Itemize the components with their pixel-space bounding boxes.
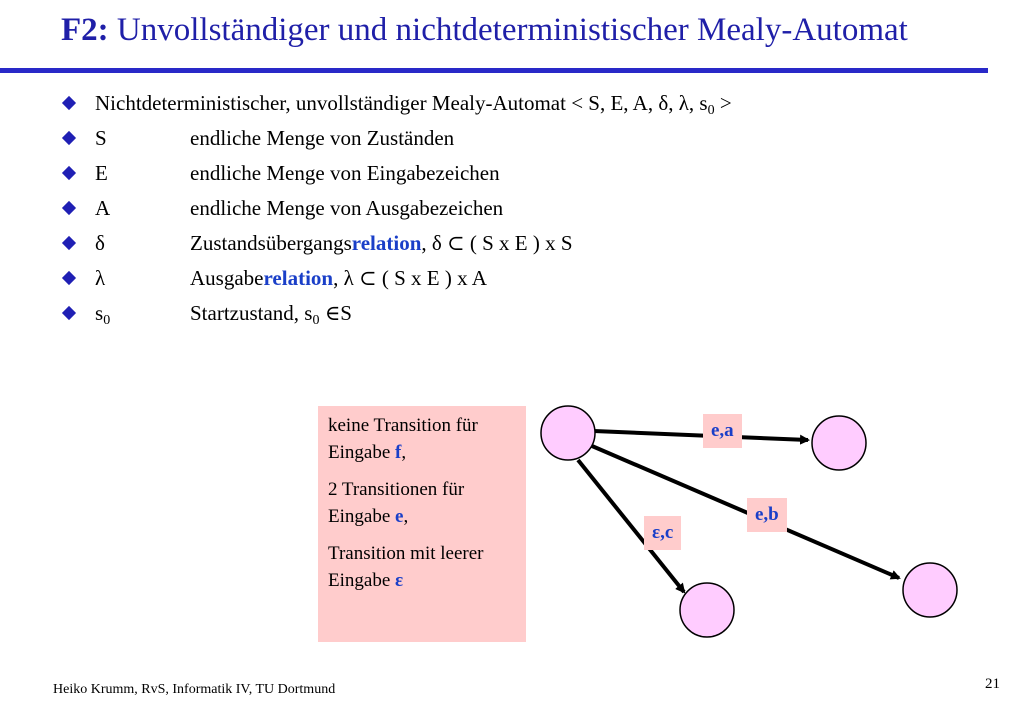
desc-e: endliche Menge von Eingabezeichen — [190, 161, 500, 185]
intro-text: Nichtdeterministischer, unvollständiger Mealy-Automat < S, E, A, δ, λ, s — [95, 91, 708, 115]
note-p2-end: , — [403, 506, 409, 527]
delta-pre: Zustandsübergangs — [190, 231, 352, 255]
note-p2-text: 2 Transitionen für Eingabe — [328, 479, 465, 527]
s0-desc-subscript: 0 — [312, 313, 320, 328]
s0-pre: Startzustand, s — [190, 301, 313, 325]
s0-post: ∈S — [319, 301, 352, 325]
symbol-s: S — [95, 126, 107, 150]
edge-label-ea: e,a — [703, 414, 742, 448]
title-prefix: F2: — [61, 12, 109, 48]
symbol-lambda: λ — [95, 266, 106, 290]
note-p1-key: f — [395, 442, 402, 463]
footer-author: Heiko Krumm, RvS, Informatik IV, TU Dortmund — [53, 682, 336, 697]
note-p1-text: keine Transition für Eingabe — [328, 415, 478, 463]
edge-label-ec: ε,c — [644, 516, 681, 550]
note-p1-end: , — [401, 442, 407, 463]
delta-post: , δ ⊂ ( S x E ) x S — [421, 231, 573, 255]
symbol-e: E — [95, 161, 108, 185]
lambda-relation: relation — [263, 266, 334, 290]
intro-subscript: 0 — [707, 103, 715, 118]
intro-end: > — [714, 91, 732, 115]
transition-ea-arrow — [594, 431, 808, 440]
lambda-post: , λ ⊂ ( S x E ) x A — [333, 266, 487, 290]
page-number: 21 — [985, 676, 1000, 692]
state-start — [541, 406, 595, 460]
delta-relation: relation — [351, 231, 422, 255]
s0-subscript: 0 — [103, 313, 111, 328]
title-text: Unvollständiger und nichtdeterministischer Mealy-Automat — [116, 12, 908, 48]
note-p2-key: e — [395, 506, 404, 527]
s0-sym: s — [95, 301, 104, 325]
state-epsilon-target — [680, 583, 734, 637]
desc-a: endliche Menge von Ausgabezeichen — [190, 196, 504, 220]
symbol-delta: δ — [95, 231, 105, 255]
state-ea-target — [812, 416, 866, 470]
lambda-pre: Ausgabe — [190, 266, 264, 290]
note-p3-key: ε — [395, 570, 404, 591]
symbol-a: A — [95, 196, 111, 220]
edge-label-eb: e,b — [747, 498, 787, 532]
state-eb-target — [903, 563, 957, 617]
note-p3-text: Transition mit leerer Eingabe — [328, 543, 484, 591]
desc-s: endliche Menge von Zuständen — [190, 126, 455, 150]
